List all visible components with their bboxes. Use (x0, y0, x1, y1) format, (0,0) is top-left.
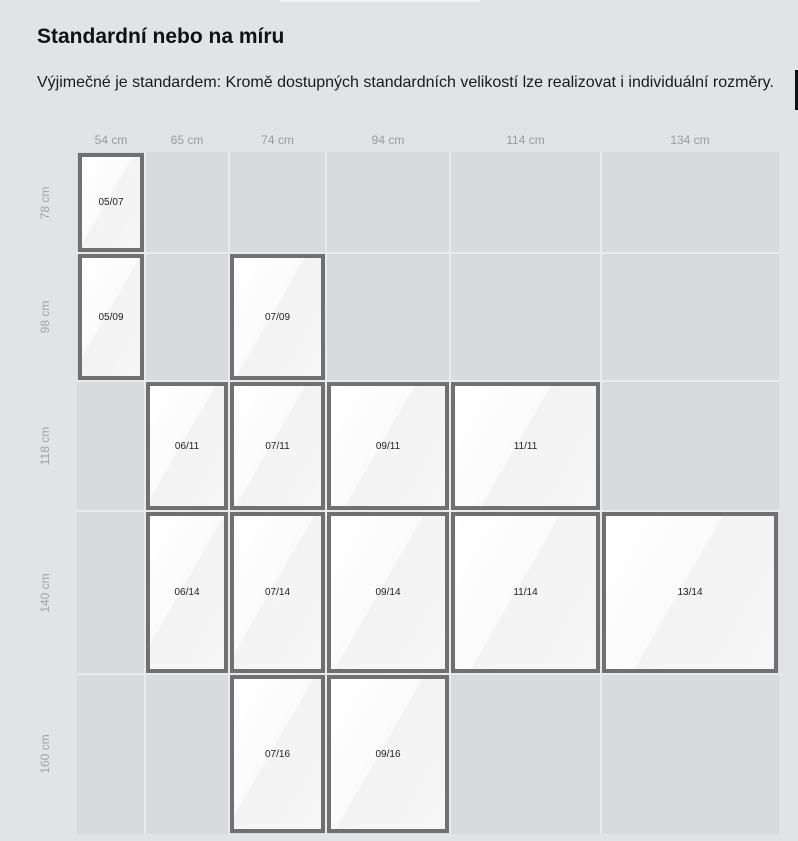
intro-text: Výjimečné je standardem: Kromě dostupných standardních velikostí lze realizovat i individuální rozměry. (37, 74, 774, 91)
size-tile-05-09[interactable] (78, 254, 144, 380)
page-title: Standardní nebo na míru (37, 25, 285, 48)
column-label: 134 cm (670, 133, 710, 147)
size-tile-13-14[interactable] (602, 512, 778, 673)
size-tile-05-07[interactable] (78, 153, 144, 252)
size-tile-label: 09/16 (375, 748, 401, 760)
row-label: 160 cm (38, 734, 52, 774)
size-tile-label: 06/14 (174, 587, 200, 598)
size-tile-label: 11/14 (513, 587, 538, 598)
size-tile-label: 07/16 (264, 748, 291, 760)
grid-line-vertical (600, 152, 602, 834)
size-tile-09-11[interactable] (327, 382, 449, 510)
column-label: 65 cm (170, 133, 204, 147)
size-tile-07-09[interactable] (230, 254, 325, 380)
size-tile-07-16[interactable] (230, 675, 325, 833)
size-tile-09-14[interactable] (327, 512, 449, 673)
row-label: 118 cm (38, 426, 52, 466)
column-label: 74 cm (261, 133, 294, 147)
size-tile-label: 11/11 (513, 440, 538, 452)
size-tile-label: 09/11 (375, 440, 401, 452)
column-label: 94 cm (371, 133, 405, 147)
size-tile-label: 07/14 (264, 587, 291, 598)
size-tile-label: 09/14 (375, 587, 401, 598)
size-tile-label: 07/09 (264, 311, 291, 323)
size-tile-07-14[interactable] (230, 512, 325, 673)
size-tile-06-11[interactable] (146, 382, 228, 510)
size-tile-label: 13/14 (677, 587, 703, 598)
size-tile-11-11[interactable] (451, 382, 600, 510)
grid-line-horizontal (77, 252, 779, 254)
top-strip (280, 0, 480, 2)
size-tile-07-11[interactable] (230, 382, 325, 510)
size-tile-09-16[interactable] (327, 675, 449, 833)
size-tile-06-14[interactable] (146, 512, 228, 673)
size-tile-11-14[interactable] (451, 512, 600, 673)
row-label: 140 cm (38, 572, 52, 613)
row-label: 98 cm (38, 300, 52, 334)
size-tile-label: 05/07 (98, 197, 124, 208)
column-label: 114 cm (506, 133, 545, 147)
size-tile-label: 07/11 (265, 440, 290, 452)
column-label: 54 cm (94, 133, 128, 147)
size-tile-label: 06/11 (174, 440, 200, 452)
size-tile-label: 05/09 (98, 311, 124, 323)
row-label: 78 cm (38, 186, 52, 219)
